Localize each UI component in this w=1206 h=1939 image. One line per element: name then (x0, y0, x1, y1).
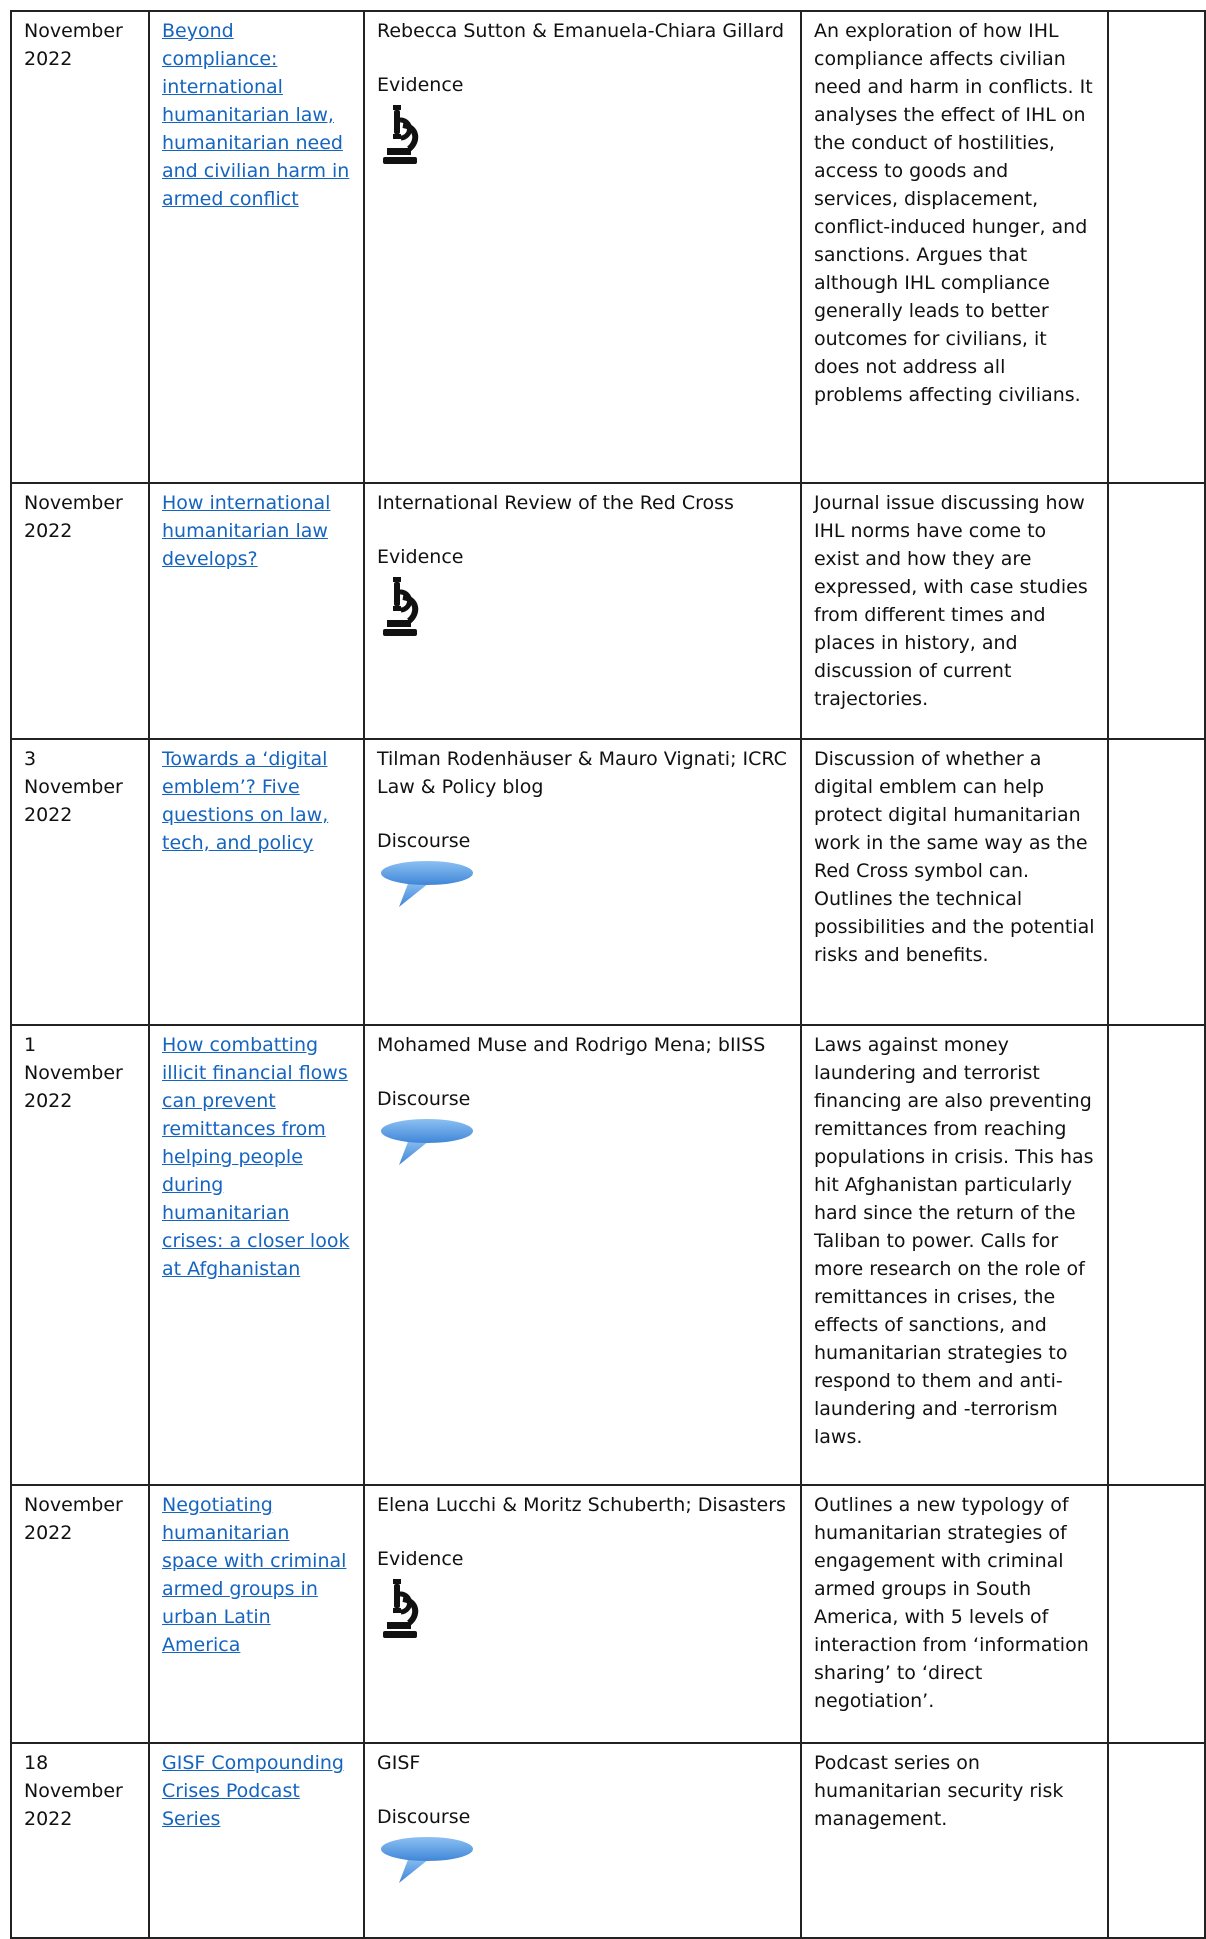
author-text: Tilman Rodenhäuser & Mauro Vignati; ICRC Law & Policy blog (377, 748, 787, 798)
title-link[interactable]: Towards a ‘digital emblem’? Five questions on law, tech, and policy (162, 748, 329, 854)
author-cell (364, 1025, 801, 1485)
author-text: GISF (377, 1752, 421, 1774)
microscope-icon (379, 575, 788, 645)
table-row (11, 1025, 1205, 1485)
date-cell (11, 1025, 149, 1485)
date-text: November 2022 (24, 492, 123, 542)
type-label: Discourse (377, 830, 471, 852)
date-text: November 2022 (24, 20, 123, 70)
type-label: Discourse (377, 1806, 471, 1828)
table-body (11, 11, 1205, 1938)
table-row (11, 483, 1205, 739)
author-text: Elena Lucchi & Moritz Schuberth; Disasters (377, 1494, 786, 1516)
date-cell (11, 739, 149, 1025)
description-text: An exploration of how IHL compliance affects civilian need and harm in conflicts. It analyses the effect of IHL on the conduct of hostilities, access to goods and services, displacement, conflict-induced hunger, and sanctions. Argues that although IHL compliance generally leads to better outcomes for civilians, it does not address all problems affecting civilians. (814, 20, 1093, 406)
type-label: Discourse (377, 1088, 471, 1110)
title-cell (149, 1485, 364, 1743)
date-text: 1 November 2022 (24, 1034, 123, 1112)
description-text: Laws against money laundering and terrorist financing are also preventing remittances from reaching populations in crisis. This has hit Afghanistan particularly hard since the return of the Taliban to power. Calls for more research on the role of remittances in crises, the effects of sanctions, and humanitarian strategies to respond to them and anti-laundering and -terrorism laws. (814, 1034, 1094, 1448)
microscope-icon (379, 103, 788, 173)
date-cell (11, 1485, 149, 1743)
author-cell (364, 483, 801, 739)
title-link[interactable]: Beyond compliance: international humanitarian law, humanitarian need and civilian harm in armed conflict (162, 20, 350, 210)
description-cell (801, 483, 1108, 739)
description-cell (801, 1485, 1108, 1743)
date-text: 3 November 2022 (24, 748, 123, 826)
title-link[interactable]: GISF Compounding Crises Podcast Series (162, 1752, 344, 1830)
title-cell (149, 483, 364, 739)
publications-table (10, 10, 1206, 1939)
type-label: Evidence (377, 546, 464, 568)
description-cell (801, 739, 1108, 1025)
speech-bubble-icon (379, 1835, 788, 1893)
author-text: Rebecca Sutton & Emanuela-Chiara Gillard (377, 20, 785, 42)
table-row (11, 11, 1205, 483)
description-text: Journal issue discussing how IHL norms have come to exist and how they are expressed, with case studies from different times and places in history, and discussion of current trajectories. (814, 492, 1088, 710)
speech-bubble-icon (379, 859, 788, 917)
speech-bubble-icon (379, 1117, 788, 1175)
author-text: International Review of the Red Cross (377, 492, 734, 514)
title-link[interactable]: Negotiating humanitarian space with criminal armed groups in urban Latin America (162, 1494, 347, 1656)
type-label: Evidence (377, 74, 464, 96)
description-cell (801, 1025, 1108, 1485)
description-text: Podcast series on humanitarian security risk management. (814, 1752, 1064, 1830)
date-cell (11, 11, 149, 483)
empty-cell (1108, 739, 1205, 1025)
title-link[interactable]: How combatting illicit financial flows can prevent remittances from helping people during humanitarian crises: a closer look at Afghanistan (162, 1034, 350, 1280)
type-label: Evidence (377, 1548, 464, 1570)
title-cell (149, 739, 364, 1025)
empty-cell (1108, 1485, 1205, 1743)
description-text: Outlines a new typology of humanitarian strategies of engagement with criminal armed groups in South America, with 5 levels of interaction from ‘information sharing’ to ‘direct negotiation’. (814, 1494, 1089, 1712)
author-text: Mohamed Muse and Rodrigo Mena; bIISS (377, 1034, 766, 1056)
author-cell (364, 739, 801, 1025)
empty-cell (1108, 483, 1205, 739)
title-link[interactable]: How international humanitarian law develops? (162, 492, 331, 570)
date-text: November 2022 (24, 1494, 123, 1544)
empty-cell (1108, 1025, 1205, 1485)
table-row (11, 1485, 1205, 1743)
date-text: 18 November 2022 (24, 1752, 123, 1830)
description-text: Discussion of whether a digital emblem can help protect digital humanitarian work in the same way as the Red Cross symbol can. Outlines the technical possibilities and the potential risks and benefits. (814, 748, 1095, 966)
date-cell (11, 483, 149, 739)
microscope-icon (379, 1577, 788, 1647)
table-row (11, 739, 1205, 1025)
empty-cell (1108, 11, 1205, 483)
title-cell (149, 1025, 364, 1485)
author-cell (364, 11, 801, 483)
description-cell (801, 11, 1108, 483)
author-cell (364, 1485, 801, 1743)
title-cell (149, 11, 364, 483)
